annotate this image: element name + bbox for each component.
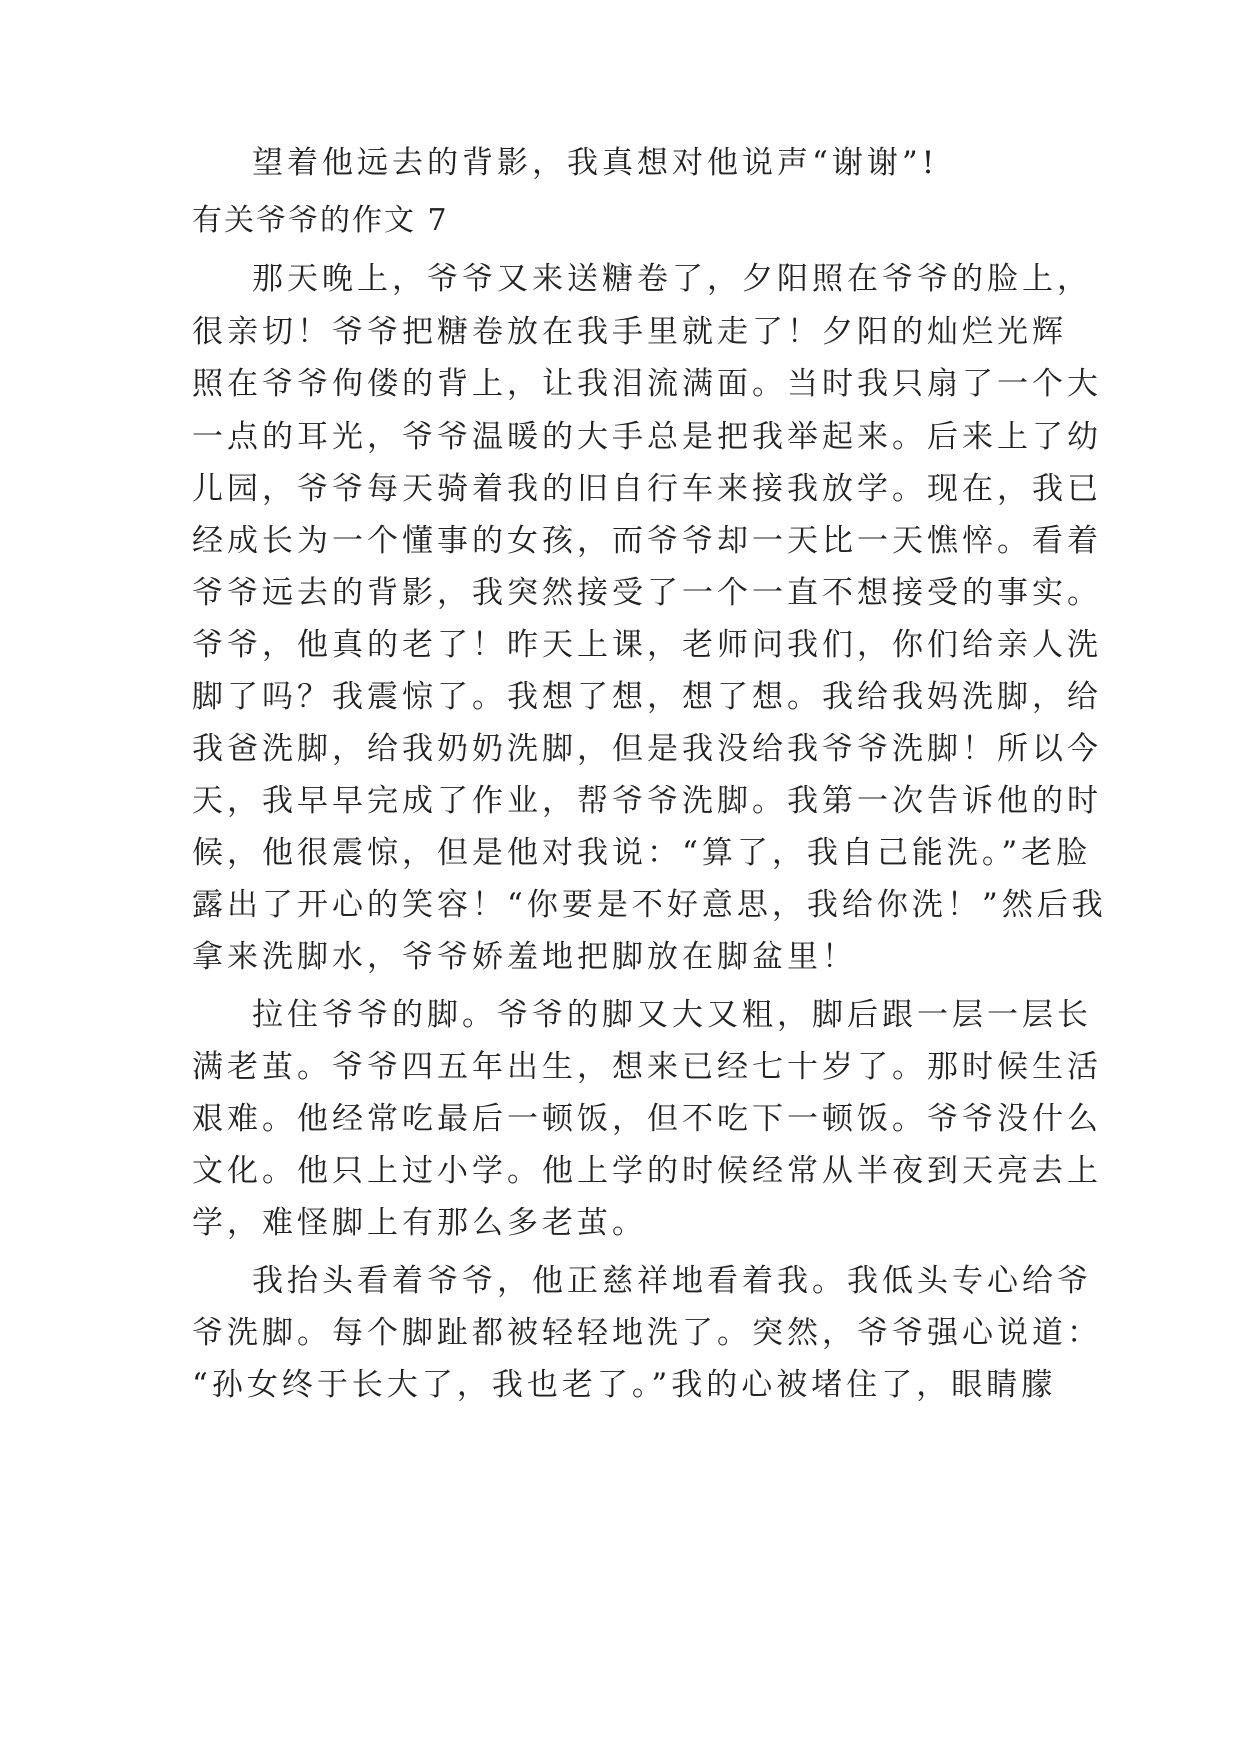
paragraph-line-14: 候，他很震惊，但是他对我说：“算了，我自己能洗。”老脸 bbox=[192, 835, 1092, 871]
paragraph-line-19: 艰难。他经常吃最后一顿饭，但不吃下一顿饭。爷爷没什么 bbox=[192, 1101, 1102, 1137]
paragraph-line-18: 满老茧。爷爷四五年出生，想来已经七十岁了。那时候生活 bbox=[192, 1049, 1102, 1085]
paragraph-line-16: 拿来洗脚水，爷爷娇羞地把脚放在脚盆里！ bbox=[192, 939, 857, 975]
paragraph-line-5: 照在爷爷佝偻的背上，让我泪流满面。当时我只扇了一个大 bbox=[192, 366, 1102, 402]
paragraph-line-11: 脚了吗？我震惊了。我想了想，想了想。我给我妈洗脚，给 bbox=[192, 679, 1102, 715]
paragraph-line-22: 我抬头看着爷爷，他正慈祥地看着我。我低头专心给爷 bbox=[252, 1263, 1092, 1299]
paragraph-line-12: 我爸洗脚，给我奶奶洗脚，但是我没给我爷爷洗脚！所以今 bbox=[192, 731, 1102, 767]
paragraph-line-15: 露出了开心的笑容！“你要是不好意思，我给你洗！”然后我 bbox=[192, 887, 1107, 923]
paragraph-line-3: 那天晚上，爷爷又来送糖卷了，夕阳照在爷爷的脸上， bbox=[252, 261, 1092, 297]
paragraph-line-7: 儿园，爷爷每天骑着我的旧自行车来接我放学。现在，我已 bbox=[192, 471, 1102, 507]
paragraph-line-23: 爷洗脚。每个脚趾都被轻轻地洗了。突然，爷爷强心说道： bbox=[192, 1315, 1102, 1351]
paragraph-line-21: 学，难怪脚上有那么多老茧。 bbox=[192, 1205, 647, 1241]
paragraph-line-24: “孙女终于长大了，我也老了。”我的心被堵住了，眼睛朦 bbox=[192, 1367, 1057, 1403]
paragraph-line-6: 一点的耳光，爷爷温暖的大手总是把我举起来。后来上了幼 bbox=[192, 419, 1102, 455]
paragraph-line-20: 文化。他只上过小学。他上学的时候经常从半夜到天亮去上 bbox=[192, 1153, 1102, 1189]
paragraph-line-1: 望着他远去的背影，我真想对他说声“谢谢”! bbox=[252, 145, 939, 181]
paragraph-line-8: 经成长为一个懂事的女孩，而爷爷却一天比一天憔悴。看着 bbox=[192, 523, 1102, 559]
paragraph-line-9: 爷爷远去的背影，我突然接受了一个一直不想接受的事实。 bbox=[192, 575, 1102, 611]
paragraph-line-17: 拉住爷爷的脚。爷爷的脚又大又粗，脚后跟一层一层长 bbox=[252, 997, 1092, 1033]
paragraph-line-4: 很亲切！爷爷把糖卷放在我手里就走了！夕阳的灿烂光辉 bbox=[192, 314, 1067, 350]
paragraph-line-10: 爷爷，他真的老了！昨天上课，老师问我们，你们给亲人洗 bbox=[192, 627, 1102, 663]
paragraph-line-13: 天，我早早完成了作业，帮爷爷洗脚。我第一次告诉他的时 bbox=[192, 783, 1102, 819]
section-heading: 有关爷爷的作文 7 bbox=[192, 203, 449, 238]
